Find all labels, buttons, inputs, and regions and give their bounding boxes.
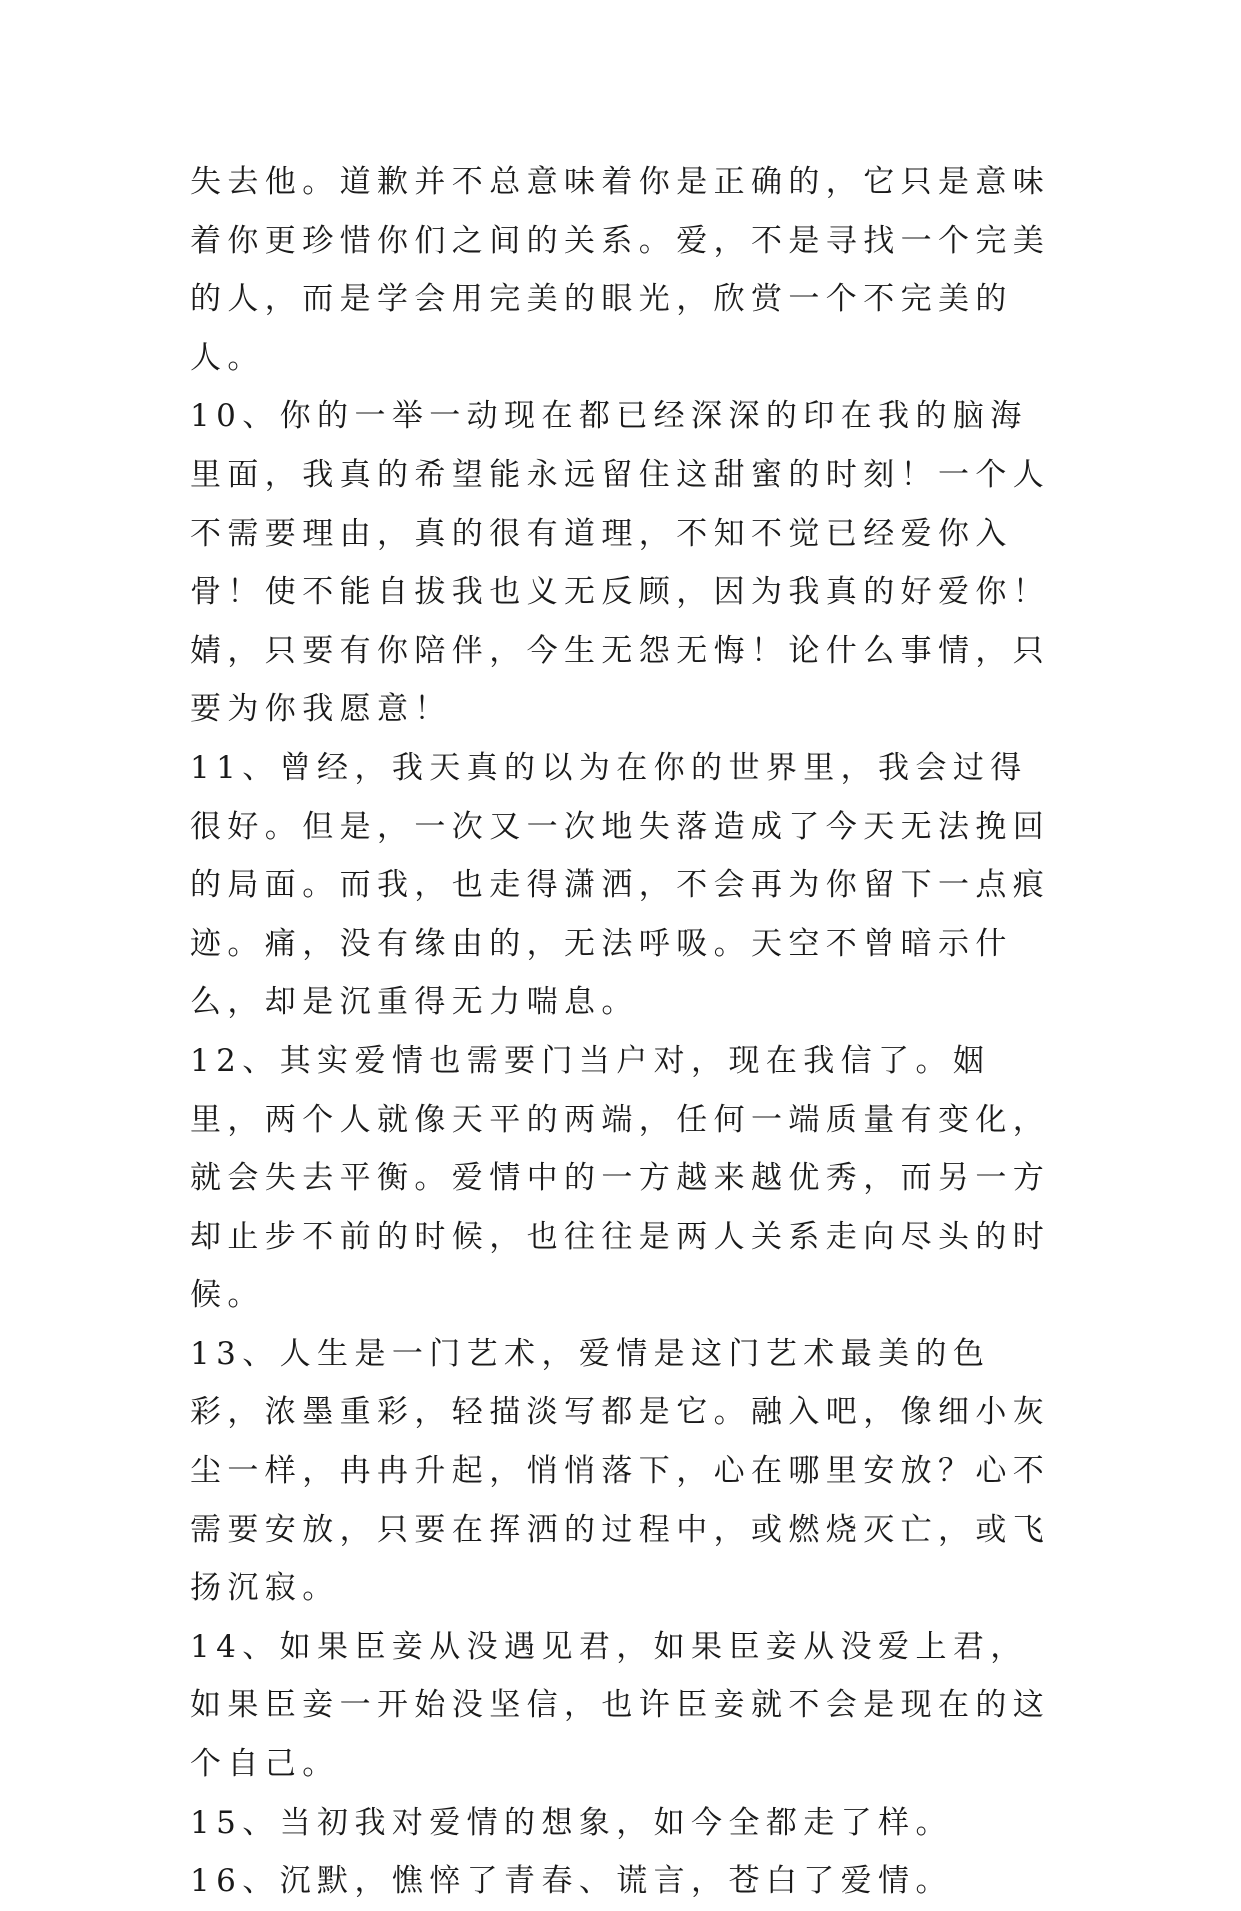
paragraph-item-11: 11、曾经，我天真的以为在你的世界里，我会过得很好。但是，一次又一次地失落造成了今天无法挽回的局面。而我，也走得潇洒，不会再为你留下一点痕迹。痛，没有缘由的，无法呼吸。天空不曾暗示什么，却是沉重得无力喘息。 [190,749,1051,1021]
paragraph-item-12: 12、其实爱情也需要门当户对，现在我信了。姻里，两个人就像天平的两端，任何一端质量有变化，就会失去平衡。爱情中的一方越来越优秀，而另一方却止步不前的时候，也往往是两人关系走向尽头的时候。 [190,1042,1051,1314]
paragraph-item-13: 13、人生是一门艺术，爱情是这门艺术最美的色彩，浓墨重彩，轻描淡写都是它。融入吧，像细小灰尘一样，冉冉升起，悄悄落下，心在哪里安放？心不需要安放，只要在挥洒的过程中，或燃烧灭亡，或飞扬沉寂。 [190,1335,1051,1607]
paragraph-item-10: 10、你的一举一动现在都已经深深的印在我的脑海里面，我真的希望能永远留住这甜蜜的时刻！一个人不需要理由，真的很有道理，不知不觉已经爱你入骨！使不能自拔我也义无反顾，因为我真的好爱你！婧，只要有你陪伴，今生无怨无悔！论什么事情，只要为你我愿意！ [190,398,1051,728]
paragraph-item-14: 14、如果臣妾从没遇见君，如果臣妾从没爱上君，如果臣妾一开始没坚信，也许臣妾就不会是现在的这个自己。 [190,1628,1051,1783]
paragraph-continuation: 失去他。道歉并不总意味着你是正确的，它只是意味着你更珍惜你们之间的关系。爱，不是寻找一个完美的人，而是学会用完美的眼光，欣赏一个不完美的人。 [190,164,1051,376]
paragraph-item-16: 16、沉默，憔悴了青春、谎言，苍白了爱情。 [190,1863,953,1900]
paragraph-item-15: 15、当初我对爱情的想象，如今全都走了样。 [190,1804,953,1841]
document-body [190,153,1052,1911]
